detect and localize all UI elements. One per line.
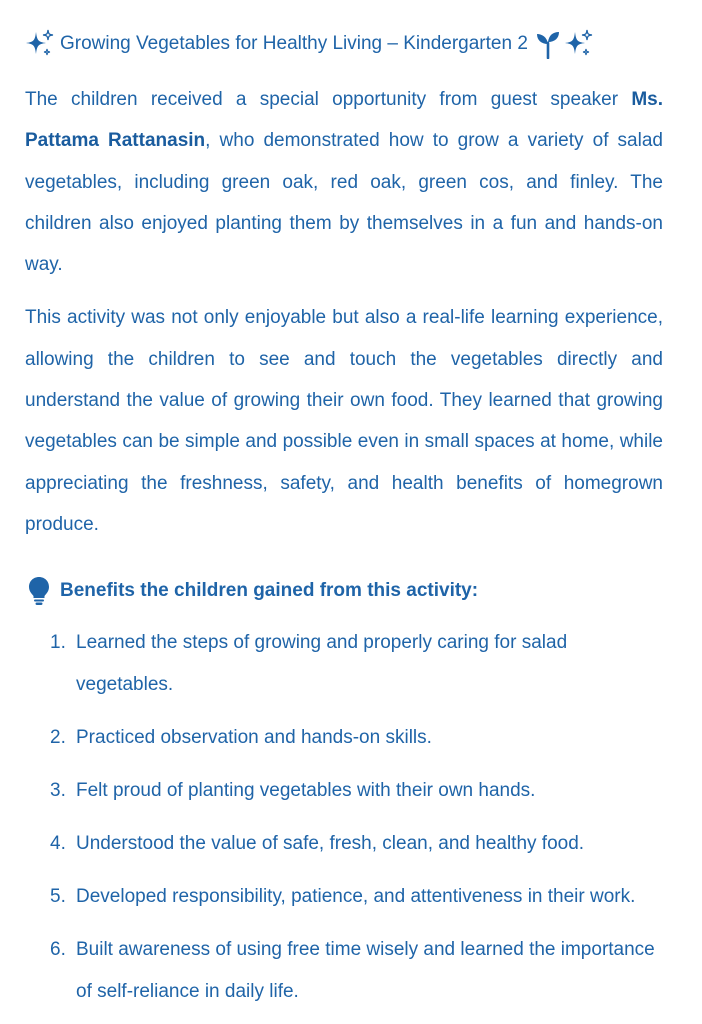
list-item	[25, 823, 663, 865]
sparkles-icon	[564, 29, 594, 59]
list-item-number: 2.	[50, 727, 66, 749]
list-item-text: Developed responsibility, patience, and attentiveness in their work.	[76, 886, 636, 908]
title-row	[25, 24, 663, 64]
list-item-number: 3.	[50, 780, 66, 802]
intro-text-before: The children received a special opportunity from guest speaker	[25, 89, 632, 110]
list-item-text: Understood the value of safe, fresh, clean, and healthy food.	[76, 833, 585, 855]
description-paragraph: This activity was not only enjoyable but also a real-life learning experience, allowing the children to see and touch the vegetables directly and understand the value of growing their own food. They learned that growing vegetables can be simple and possible even in small spaces at home, while appreciating the freshness, safety, and health benefits of homegrown produce.	[25, 307, 663, 535]
intro-paragraph	[25, 79, 663, 285]
page-title: Growing Vegetables for Healthy Living – Kindergarten 2	[60, 33, 528, 54]
list-item-number: 6.	[50, 939, 66, 961]
list-item-number: 4.	[50, 833, 66, 855]
list-item-text: Learned the steps of growing and properly caring for salad vegetables.	[76, 632, 568, 696]
benefits-list	[25, 622, 663, 1013]
benefits-heading-row	[25, 569, 663, 613]
list-item-text: Practiced observation and hands-on skills.	[76, 727, 432, 749]
list-item	[25, 770, 663, 812]
benefits-heading: Benefits the children gained from this activity:	[60, 580, 479, 602]
seedling-icon	[536, 29, 560, 59]
article	[25, 24, 663, 1024]
list-item	[25, 929, 663, 1013]
list-item-number: 5.	[50, 886, 66, 908]
list-item-text: Built awareness of using free time wisely and learned the importance of self-reliance in daily life.	[76, 939, 655, 1003]
light-bulb-icon	[28, 576, 50, 606]
list-item	[25, 876, 663, 918]
intro-text-after: , who demonstrated how to grow a variety of salad vegetables, including green oak, red oak, green cos, and finley. The children also enjoyed planting them by themselves in a fun and hands-on way.	[25, 130, 663, 276]
speaker-name: Ms. Pattama Rattanasin	[25, 89, 663, 152]
list-item-text: Felt proud of planting vegetables with their own hands.	[76, 780, 536, 802]
sparkles-icon	[25, 29, 55, 59]
list-item-number: 1.	[50, 632, 66, 654]
list-item	[25, 622, 663, 706]
list-item	[25, 717, 663, 759]
